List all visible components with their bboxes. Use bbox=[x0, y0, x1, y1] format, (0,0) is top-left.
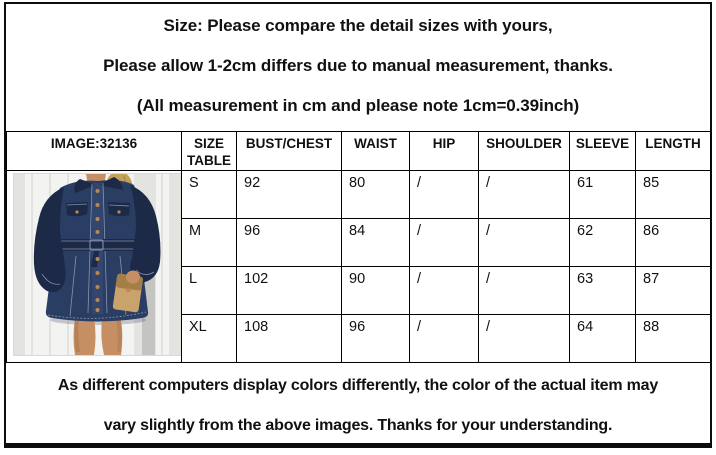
model-hand bbox=[126, 271, 140, 284]
outro-line-1: As different computers display colors differently, the color of the actual item may bbox=[57, 377, 659, 394]
intro-line-2: Please allow 1-2cm differs due to manual measurement, thanks. bbox=[103, 56, 613, 75]
measurement-cell: 92 bbox=[237, 171, 342, 219]
measurement-cell: 88 bbox=[636, 315, 711, 363]
size-cell: XL bbox=[182, 315, 237, 363]
measurement-cell: 80 bbox=[342, 171, 410, 219]
column-header-size: SIZE TABLE bbox=[182, 132, 237, 171]
page-frame bbox=[4, 2, 712, 448]
intro-section bbox=[6, 4, 710, 131]
measurement-cell: / bbox=[479, 219, 570, 267]
measurement-cell: 63 bbox=[570, 267, 636, 315]
dress-pocket-left bbox=[66, 202, 88, 216]
measurement-cell: 62 bbox=[570, 219, 636, 267]
size-table bbox=[6, 131, 711, 363]
measurement-cell: 96 bbox=[342, 315, 410, 363]
image-header-cell: IMAGE:32136 bbox=[7, 132, 182, 171]
size-cell: L bbox=[182, 267, 237, 315]
outro-section bbox=[6, 363, 710, 446]
measurement-cell: 85 bbox=[636, 171, 711, 219]
intro-line-3: (All measurement in cm and please note 1cm=0.39inch) bbox=[136, 96, 580, 115]
measurement-cell: / bbox=[410, 219, 479, 267]
measurement-cell: 96 bbox=[237, 219, 342, 267]
measurement-cell: / bbox=[410, 267, 479, 315]
intro-line-1: Size: Please compare the detail sizes with yours, bbox=[163, 16, 553, 35]
measurement-cell: 84 bbox=[342, 219, 410, 267]
measurement-cell: 90 bbox=[342, 267, 410, 315]
dress-pocket-right bbox=[108, 202, 130, 216]
measurement-cell: / bbox=[479, 315, 570, 363]
product-photo bbox=[14, 174, 181, 355]
measurement-cell: 87 bbox=[636, 267, 711, 315]
measurement-cell: 102 bbox=[237, 267, 342, 315]
measurement-cell: 108 bbox=[237, 315, 342, 363]
measurement-cell: 86 bbox=[636, 219, 711, 267]
measurement-cell: / bbox=[410, 171, 479, 219]
measurement-cell: / bbox=[410, 315, 479, 363]
outro-line-2: vary slightly from the above images. Thanks for your understanding. bbox=[103, 417, 613, 434]
column-header-waist: WAIST bbox=[342, 132, 410, 171]
measurement-cell: 64 bbox=[570, 315, 636, 363]
measurement-cell: 61 bbox=[570, 171, 636, 219]
size-cell: S bbox=[182, 171, 237, 219]
column-header-shoulder: SHOULDER bbox=[479, 132, 570, 171]
column-header-bust-chest: BUST/CHEST bbox=[237, 132, 342, 171]
table-row bbox=[7, 171, 711, 219]
table-header-row bbox=[7, 132, 711, 171]
column-header-sleeve: SLEEVE bbox=[570, 132, 636, 171]
measurement-cell: / bbox=[479, 171, 570, 219]
measurement-cell: / bbox=[479, 267, 570, 315]
product-photo-cell bbox=[7, 171, 182, 363]
column-header-length: LENGTH bbox=[636, 132, 711, 171]
column-header-hip: HIP bbox=[410, 132, 479, 171]
size-cell: M bbox=[182, 219, 237, 267]
